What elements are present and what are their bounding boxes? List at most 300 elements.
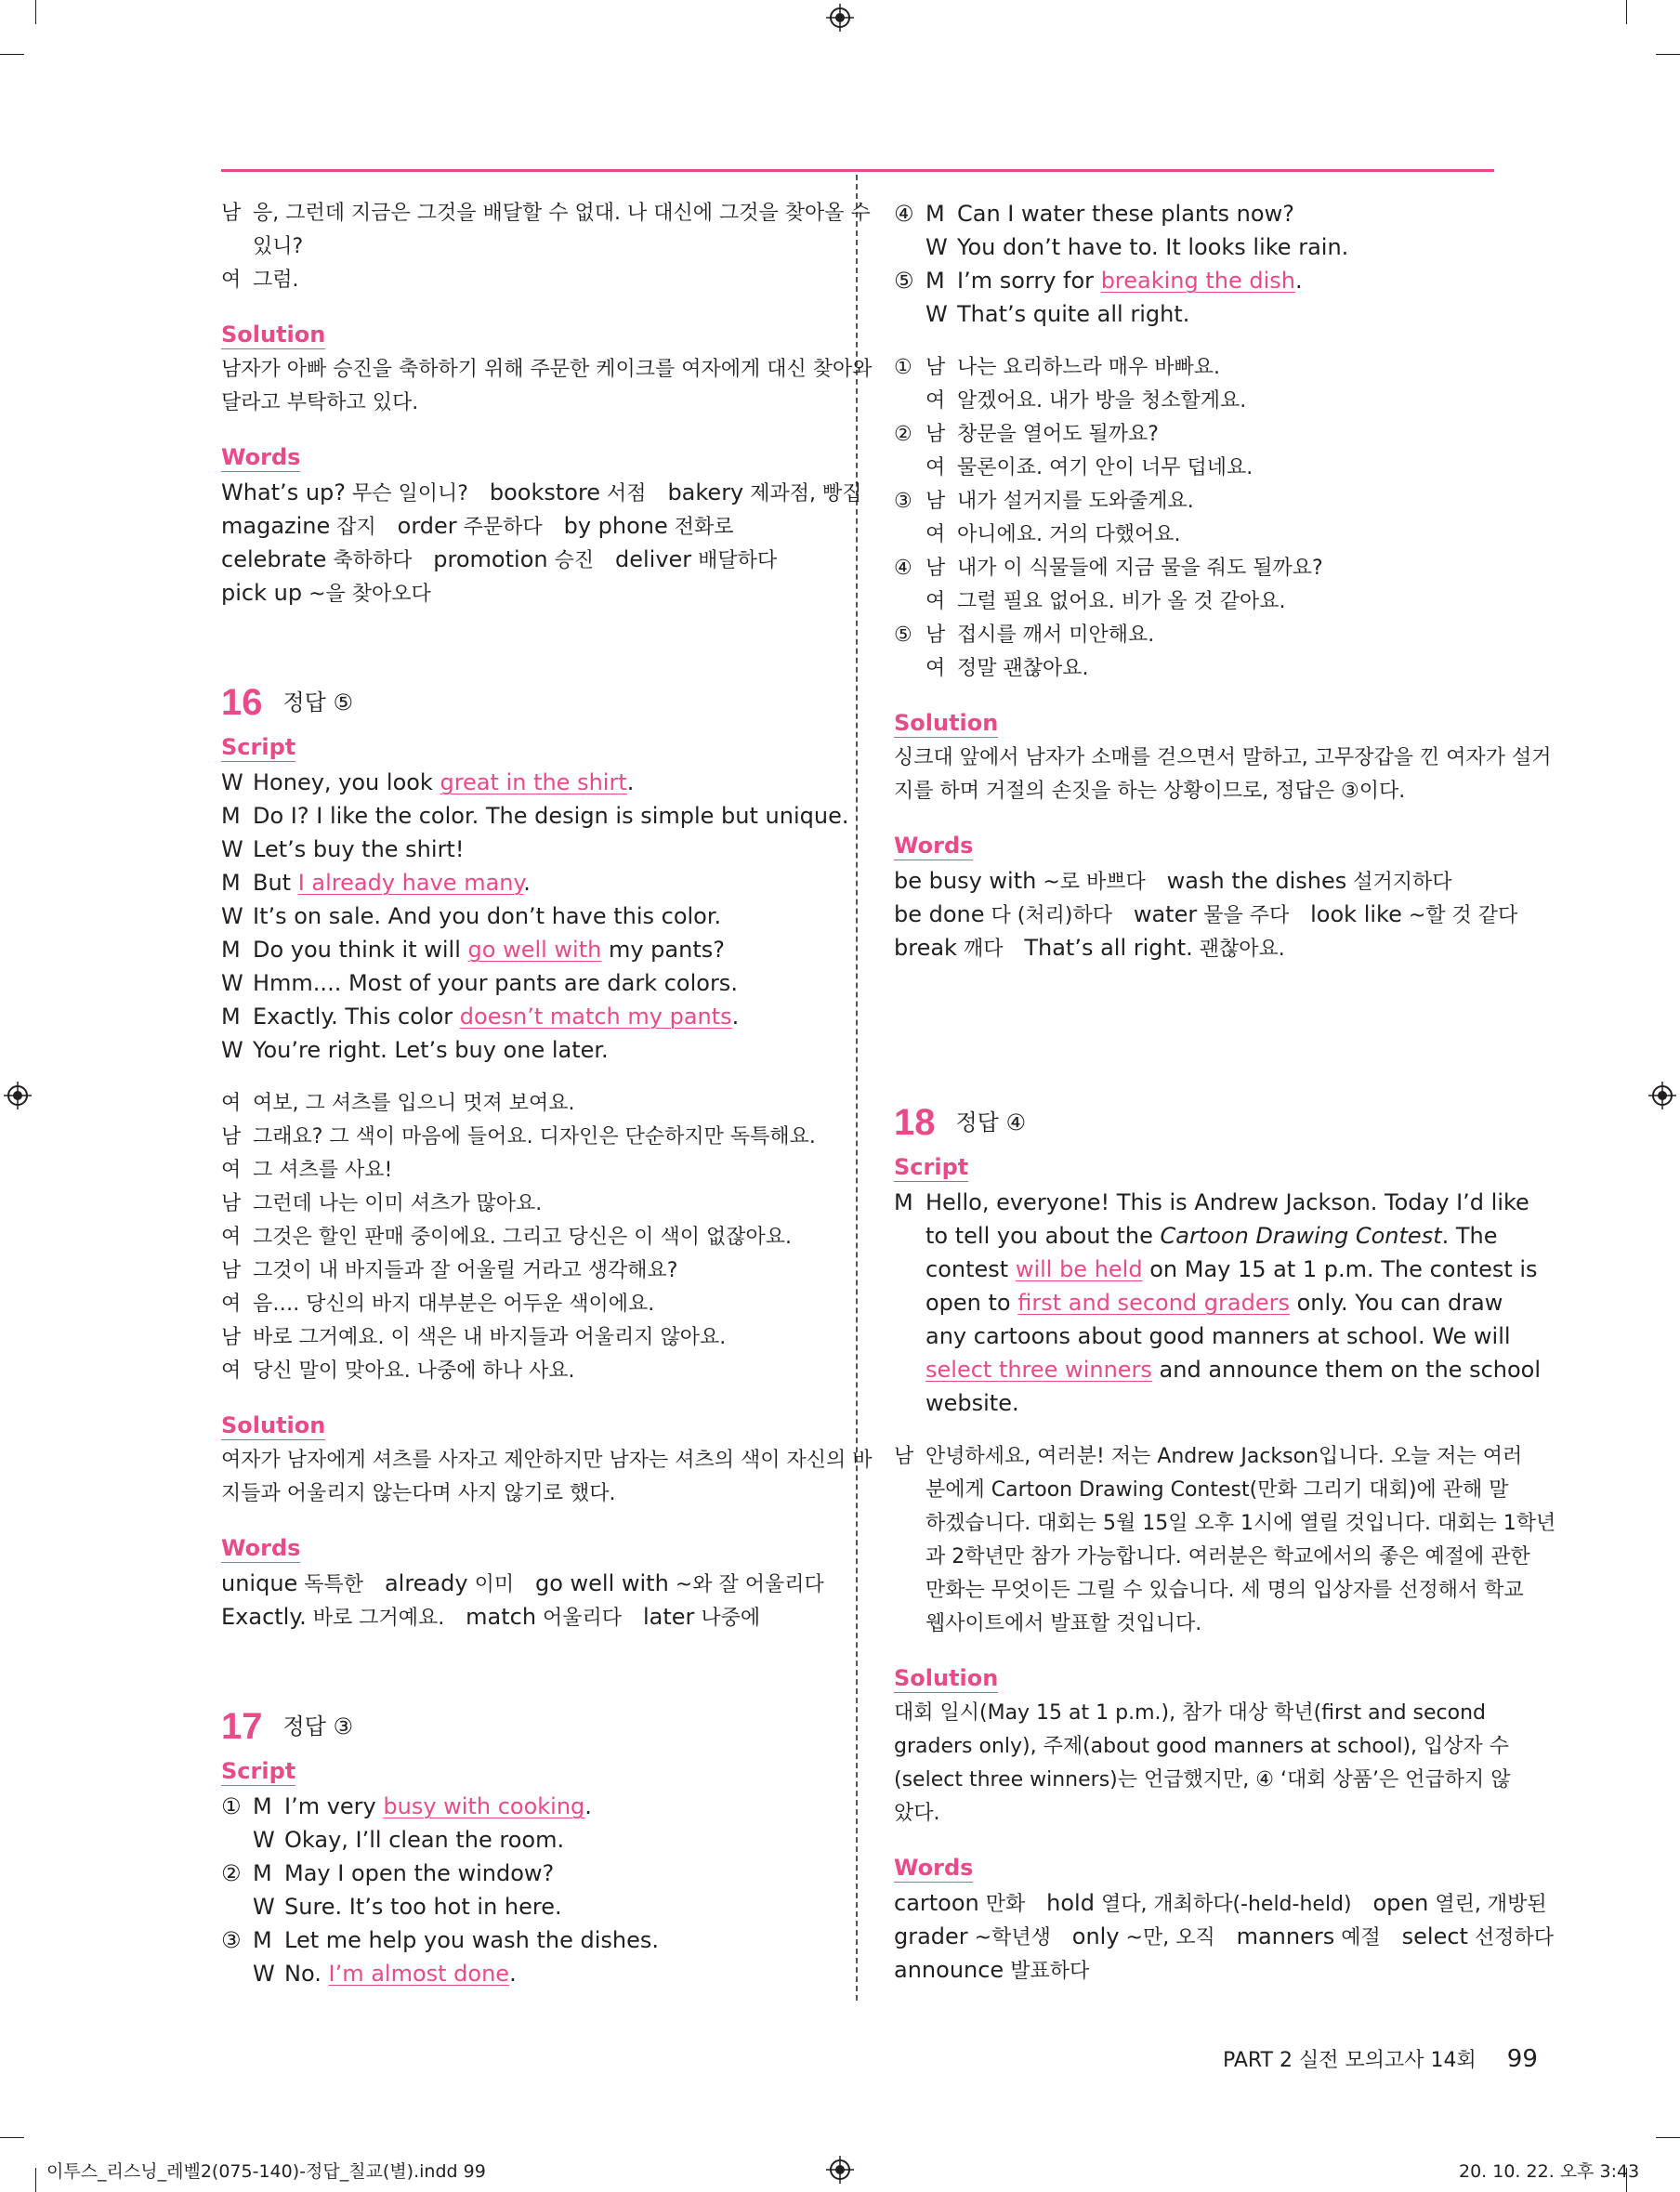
words-label-wrap	[221, 1531, 820, 1567]
line-text: Okay, I’ll clean the room.	[284, 1827, 565, 1853]
script-line	[221, 833, 820, 866]
line-text: 물론이죠. 여기 안이 너무 덥네요.	[957, 456, 1253, 479]
speaker-label: M	[925, 201, 945, 227]
line-text: 과 2학년만 참가 가능합니다. 여러분은 학교에서의 좋은 예절에 관한	[925, 1545, 1530, 1569]
word-ko: 나중에	[694, 1607, 761, 1630]
word-ko: 바로 그거예요.	[306, 1607, 445, 1630]
question-18-header	[894, 1095, 1494, 1150]
speaker-label: W	[253, 1961, 275, 1987]
print-file-info: 이투스_리스닝_레벨2(075-140)-정답_칠교(별).indd 99	[46, 2161, 486, 2182]
word-en: look like	[1310, 901, 1402, 927]
crop-mark	[35, 2168, 36, 2192]
word-sep	[1112, 901, 1134, 927]
line-text: You’re right. Let’s buy one later.	[253, 1037, 609, 1063]
line-text: I’m sorry for	[957, 268, 1101, 294]
script-line	[894, 1253, 1538, 1286]
line-text: .	[626, 769, 635, 795]
solution-label-wrap	[221, 318, 820, 353]
speaker-label: 여	[221, 1092, 242, 1115]
spacer	[221, 610, 820, 675]
choice-number: ④	[894, 201, 914, 227]
line-text: Let’s buy the shirt!	[253, 836, 465, 862]
spacer	[894, 1641, 1494, 1661]
line-text: .	[731, 1004, 740, 1030]
line-text: 만화는 무엇이든 그릴 수 있습니다. 세 명의 입상자를 선정해서 학교	[925, 1579, 1524, 1602]
spacer	[894, 1420, 1494, 1440]
word-en: grader	[894, 1923, 968, 1949]
highlight-phrase: I’m almost done	[328, 1961, 510, 1987]
choice-number: ③	[894, 490, 912, 513]
word-en: manners	[1236, 1923, 1335, 1949]
print-date-info: 20. 10. 22. 오후 3:43	[1459, 2161, 1640, 2182]
line-text: May I open the window?	[284, 1860, 555, 1886]
speaker-label: 남	[221, 1192, 242, 1215]
line-text: 그럴 필요 없어요. 비가 올 것 같아요.	[957, 590, 1286, 613]
speaker-label: 남	[221, 1125, 242, 1149]
choice-number: ②	[894, 423, 912, 446]
solution-label-wrap	[894, 706, 1494, 742]
speaker-label: W	[221, 970, 243, 996]
line-text: .	[584, 1793, 592, 1819]
spacer	[221, 297, 820, 318]
script-line	[221, 1033, 820, 1067]
word-en: promotion	[433, 546, 548, 572]
word-en: announce	[894, 1957, 1004, 1983]
speaker-label: M	[253, 1927, 272, 1953]
translation-line	[894, 1440, 1523, 1474]
word-sep	[1381, 1923, 1402, 1949]
words-label-wrap	[894, 1851, 1494, 1886]
translation-line	[894, 1574, 1524, 1608]
translation-line	[894, 652, 1494, 686]
words-line	[894, 931, 1494, 965]
word-sep	[1352, 1890, 1373, 1916]
answer-label: 정답 ③	[282, 1713, 354, 1739]
script-line	[894, 264, 1494, 297]
speaker-label: 여	[221, 1293, 242, 1316]
solution-text: 싱크대 앞에서 남자가 소매를 걷으면서 말하고, 고무장갑을 낀 여자가 설거	[894, 746, 1552, 769]
choice-number: ⑤	[894, 268, 914, 294]
word-en: order	[397, 513, 457, 539]
word-ko: 깨다	[956, 938, 1004, 961]
solution-label: Solution	[221, 1412, 326, 1438]
word-sep	[1003, 935, 1024, 961]
right-column	[894, 197, 1556, 1987]
words-line	[221, 543, 820, 576]
word-ko: 선정하다	[1467, 1926, 1554, 1949]
solution-text: 남자가 아빠 승진을 축하하기 위해 주문한 케이크를 여자에게 대신 찾아와	[221, 358, 873, 381]
line-text: Sure. It’s too hot in here.	[284, 1894, 562, 1920]
script-label-wrap	[894, 1150, 1494, 1186]
word-en: bookstore	[489, 479, 601, 505]
translation-line	[894, 385, 1494, 418]
translation-line	[894, 418, 1494, 452]
speaker-label: W	[221, 836, 243, 862]
crop-mark	[1656, 2137, 1680, 2138]
speaker-label: W	[253, 1827, 275, 1853]
highlight-phrase: I already have many	[297, 870, 524, 896]
highlight-phrase: will be held	[1015, 1256, 1143, 1282]
word-ko: 열린, 개방된	[1428, 1893, 1547, 1916]
column-divider	[856, 175, 858, 2001]
speaker-label: W	[221, 1037, 243, 1063]
speaker-label: 여	[925, 523, 946, 546]
line-text: any cartoons about good manners at school. We will	[925, 1323, 1511, 1349]
line-text: You don’t have to. It looks like rain.	[957, 234, 1349, 260]
word-ko: ~할 것 같다	[1401, 904, 1518, 927]
solution-text: graders only), 주제(about good manners at school), 입상자 수	[894, 1735, 1510, 1758]
words-line	[221, 576, 820, 610]
line-text: only. You can draw	[1289, 1290, 1503, 1316]
spacer	[221, 1067, 820, 1087]
script-line	[221, 1823, 820, 1857]
speaker-label: 여	[925, 389, 946, 413]
line-text: 접시를 깨서 미안해요.	[957, 623, 1155, 647]
line-text: 응, 그런데 지금은 그것을 배달할 수 없대. 나 대신에 그것을 찾아올 수	[253, 202, 871, 225]
word-en: break	[894, 935, 957, 961]
speaker-label: 여	[221, 1159, 242, 1182]
footer-title: 실전 모의고사 14회	[1299, 2049, 1477, 2072]
script-label: Script	[221, 734, 296, 760]
words-label: Words	[221, 1535, 301, 1561]
highlight-phrase: breaking the dish	[1100, 268, 1296, 294]
translation-line	[894, 485, 1494, 518]
solution-label: Solution	[894, 1665, 999, 1691]
line-text: 당신 말이 맞아요. 나중에 하나 사요.	[253, 1359, 575, 1383]
script-line	[894, 230, 1494, 264]
line-text: my pants?	[601, 937, 725, 963]
highlight-phrase: first and second graders	[1017, 1290, 1290, 1316]
word-en: select	[1401, 1923, 1468, 1949]
script-line	[221, 899, 820, 933]
translation-line	[894, 452, 1494, 485]
line-text: 정말 괜찮아요.	[957, 657, 1089, 680]
word-ko: 만화	[978, 1893, 1026, 1916]
question-16-header	[221, 675, 820, 730]
registration-mark-icon	[826, 4, 854, 32]
translation-line	[894, 518, 1494, 552]
line-text: I’m very	[284, 1793, 384, 1819]
line-text: 그것이 내 바지들과 잘 어울릴 거라고 생각해요?	[253, 1259, 678, 1282]
translation-line	[221, 1321, 820, 1355]
speaker-label: M	[221, 937, 241, 963]
highlight-phrase: great in the shirt	[440, 769, 627, 795]
translation-line	[221, 1087, 820, 1121]
line-text: .	[1295, 268, 1303, 294]
script-line	[894, 197, 1494, 230]
words-line	[894, 1920, 1554, 1953]
script-line	[221, 799, 849, 833]
words-line	[221, 1567, 824, 1600]
translation-line	[894, 1541, 1530, 1574]
speaker-label: W	[925, 301, 948, 327]
solution-text: 지를 하며 거절의 손짓을 하는 상황이므로, 정답은 ③이다.	[894, 780, 1406, 803]
line-text: .	[509, 1961, 517, 1987]
answer-label: 정답 ⑤	[282, 689, 354, 715]
speaker-label: 남	[894, 1445, 914, 1468]
script-line	[221, 1790, 820, 1823]
line-text: 나는 요리하느라 매우 바빠요.	[957, 356, 1220, 379]
page-footer	[1223, 2044, 1538, 2073]
speaker-label: M	[925, 268, 945, 294]
word-sep	[1025, 1890, 1046, 1916]
line-text: 웹사이트에서 발표할 것입니다.	[925, 1612, 1202, 1635]
solution-label: Solution	[894, 710, 999, 736]
line-text: 있니?	[253, 235, 304, 258]
word-en: What’s up?	[221, 479, 347, 505]
translation-line	[221, 264, 820, 297]
choice-number: ④	[894, 557, 912, 580]
script-line	[894, 1186, 1529, 1219]
translation-line	[221, 230, 820, 264]
word-ko: 전화로	[667, 516, 734, 539]
speaker-label: M	[221, 803, 241, 829]
script-line	[221, 1923, 820, 1957]
translation-line	[894, 1507, 1556, 1541]
script-line	[894, 297, 1494, 331]
translation-line	[221, 1288, 820, 1321]
script-line	[221, 966, 820, 1000]
line-text: contest	[925, 1256, 1016, 1282]
word-ko: 다 (처리)하다	[984, 904, 1112, 927]
line-text: 아니에요. 거의 다했어요.	[957, 523, 1181, 546]
word-en: cartoon	[894, 1890, 979, 1916]
word-sep	[1146, 868, 1167, 894]
word-ko: ~학년생	[967, 1926, 1051, 1949]
registration-mark-icon	[4, 1082, 32, 1109]
spacer	[894, 331, 1494, 351]
question-17-header	[221, 1699, 820, 1754]
line-text: .	[523, 870, 531, 896]
word-en: pick up	[221, 580, 303, 606]
line-text: 알겠어요. 내가 방을 청소할게요.	[957, 389, 1247, 413]
line-text: 음…. 당신의 바지 대부분은 어두운 색이에요.	[253, 1293, 655, 1316]
word-ko: 제과점, 빵집	[743, 482, 862, 505]
word-en: be done	[894, 901, 985, 927]
translation-line	[894, 552, 1494, 585]
script-label-wrap	[221, 730, 820, 766]
answer-label: 정답 ④	[955, 1109, 1027, 1135]
solution-text: 대회 일시(May 15 at 1 p.m.), 참가 대상 학년(first and second	[894, 1701, 1486, 1725]
word-sep	[1215, 1923, 1237, 1949]
line-text: on May 15 at 1 p.m. The contest is	[1142, 1256, 1538, 1282]
translation-line	[221, 1188, 820, 1221]
word-ko: 어울리다	[536, 1607, 623, 1630]
line-text: 하겠습니다. 대회는 5월 15일 오후 1시에 열릴 것입니다. 대회는 1학년	[925, 1512, 1556, 1535]
line-text: 그것은 할인 판매 중이에요. 그리고 당신은 이 색이 없잖아요.	[253, 1226, 792, 1249]
word-en: Exactly.	[221, 1604, 307, 1630]
word-ko: 물을 주다	[1197, 904, 1290, 927]
word-ko: ~을 찾아오다	[302, 583, 431, 606]
solution-text: 지들과 어울리지 않는다며 사지 않기로 했다.	[221, 1482, 616, 1505]
translation-line	[221, 1221, 820, 1254]
translation-line	[894, 585, 1494, 619]
solution-text: 여자가 남자에게 셔츠를 사자고 제안하지만 남자는 셔츠의 색이 자신의 바	[221, 1449, 873, 1472]
speaker-label: M	[221, 1004, 241, 1030]
choice-number: ①	[894, 356, 912, 379]
line-text: 창문을 열어도 될까요?	[957, 423, 1159, 446]
word-en: wash the dishes	[1166, 868, 1347, 894]
script-line	[221, 1890, 820, 1923]
line-text: No.	[284, 1961, 329, 1987]
word-ko: 축하하다	[326, 549, 413, 572]
word-ko: 설거지하다	[1346, 871, 1452, 894]
line-text: Do you think it will	[253, 937, 468, 963]
script-label: Script	[894, 1154, 969, 1180]
speaker-label: M	[253, 1860, 272, 1886]
word-sep	[647, 479, 668, 505]
line-text: Hello, everyone! This is Andrew Jackson. Today I’d like	[925, 1189, 1529, 1215]
word-sep	[363, 1570, 385, 1596]
crop-mark	[0, 54, 24, 55]
speaker-label: 남	[221, 1259, 242, 1282]
word-en: unique	[221, 1570, 298, 1596]
crop-mark	[35, 0, 36, 24]
script-line	[221, 766, 820, 799]
speaker-label: 여	[221, 1359, 242, 1383]
spacer	[221, 420, 820, 440]
word-en: water	[1133, 901, 1198, 927]
speaker-label: 여	[925, 456, 946, 479]
line-text: Do I? I like the color. The design is simple but unique.	[253, 803, 849, 829]
translation-line	[894, 1474, 1509, 1507]
words-line	[894, 1953, 1494, 1987]
solution-text: 달라고 부탁하고 있다.	[221, 391, 419, 414]
word-ko: ~와 잘 어울리다	[668, 1573, 824, 1596]
registration-mark-icon	[1648, 1082, 1676, 1109]
registration-mark-icon	[826, 2156, 854, 2184]
choice-number: ③	[221, 1927, 242, 1953]
spacer	[894, 808, 1494, 829]
translation-line	[894, 619, 1494, 652]
spacer	[221, 1388, 820, 1409]
solution-text: (select three winners)는 언급했지만, ④ ‘대회 상품’은 언급하지 않	[894, 1768, 1511, 1792]
line-text: open to	[925, 1290, 1018, 1316]
spacer	[894, 686, 1494, 706]
speaker-label: W	[221, 769, 243, 795]
line-text: 바로 그거예요. 이 색은 내 바지들과 어울리지 않아요.	[253, 1326, 727, 1349]
line-text: . The	[1441, 1223, 1498, 1249]
line-text: 분에게 Cartoon Drawing Contest(만화 그리기 대회)에 관해 말	[925, 1478, 1509, 1502]
word-sep	[376, 513, 398, 539]
line-text: 여보, 그 셔츠를 입으니 멋져 보여요.	[253, 1092, 575, 1115]
speaker-label: 남	[925, 490, 946, 513]
line-text: Let me help you wash the dishes.	[284, 1927, 659, 1953]
word-en: deliver	[614, 546, 692, 572]
speaker-label: 남	[925, 356, 946, 379]
script-label: Script	[221, 1758, 296, 1784]
words-line	[894, 864, 1494, 898]
script-line	[221, 866, 820, 899]
line-text: Hmm.... Most of your pants are dark colors.	[253, 970, 738, 996]
word-sep	[444, 1604, 466, 1630]
line-text: and announce them on the school	[1151, 1357, 1542, 1383]
word-en: celebrate	[221, 546, 327, 572]
line-text: 그런데 나는 이미 셔츠가 많아요.	[253, 1192, 543, 1215]
translation-line	[894, 351, 1494, 385]
line-text: 안녕하세요, 여러분! 저는 Andrew Jackson입니다. 오늘 저는 여러	[925, 1445, 1523, 1468]
speaker-label: 남	[221, 202, 242, 225]
choice-number: ②	[221, 1860, 242, 1886]
speaker-label: W	[925, 234, 948, 260]
line-text: 그 셔츠를 사요!	[253, 1159, 393, 1182]
speaker-label: 여	[221, 269, 242, 292]
word-sep	[468, 479, 490, 505]
word-ko: 배달하다	[691, 549, 778, 572]
translation-line	[894, 1608, 1494, 1641]
spacer	[221, 1511, 820, 1531]
spacer	[894, 1030, 1494, 1095]
line-text: Exactly. This color	[253, 1004, 460, 1030]
words-line	[221, 476, 862, 509]
word-ko: 독특한	[297, 1573, 364, 1596]
word-sep	[1289, 901, 1310, 927]
word-en: by phone	[563, 513, 668, 539]
translation-line	[221, 1154, 820, 1188]
words-line	[221, 1600, 820, 1634]
line-text: 내가 설거지를 도와줄게요.	[957, 490, 1194, 513]
words-line	[894, 898, 1518, 931]
translation-line	[221, 1121, 820, 1154]
spacer	[894, 1831, 1494, 1851]
word-ko: 승진	[547, 549, 595, 572]
line-text: 그래요? 그 색이 마음에 들어요. 디자인은 단순하지만 독특해요.	[253, 1125, 816, 1149]
speaker-label: M	[221, 870, 241, 896]
word-en: magazine	[221, 513, 331, 539]
word-sep	[594, 546, 615, 572]
word-sep	[1051, 1923, 1072, 1949]
word-ko: 주문하다	[456, 516, 543, 539]
line-text: Honey, you look	[253, 769, 440, 795]
word-ko: 예절	[1334, 1926, 1381, 1949]
word-en: already	[384, 1570, 468, 1596]
choice-number: ①	[221, 1793, 242, 1819]
speaker-label: 남	[925, 623, 946, 647]
spacer	[221, 1634, 820, 1699]
choice-number: ⑤	[894, 623, 912, 647]
word-ko: 서점	[600, 482, 647, 505]
line-text: Can I water these plants now?	[957, 201, 1294, 227]
script-line	[221, 1000, 820, 1033]
word-en: open	[1372, 1890, 1429, 1916]
speaker-label: 남	[925, 423, 946, 446]
script-line	[894, 1386, 1494, 1420]
word-sep	[622, 1604, 643, 1630]
highlight-phrase: select three winners	[925, 1357, 1152, 1383]
word-ko: 잡지	[330, 516, 376, 539]
question-number: 17	[221, 1706, 263, 1747]
line-text: 그럼.	[253, 269, 299, 292]
highlight-phrase: doesn’t match my pants	[459, 1004, 732, 1030]
speaker-label: 남	[221, 1326, 242, 1349]
solution-label-wrap	[221, 1409, 820, 1444]
speaker-label: W	[221, 903, 243, 929]
highlight-phrase: go well with	[467, 937, 602, 963]
word-ko: ~만, 오직	[1119, 1926, 1215, 1949]
script-line	[894, 1219, 1498, 1253]
word-sep	[514, 1570, 535, 1596]
word-ko: 열다, 개최하다(-held-held)	[1094, 1893, 1352, 1916]
line-text: to tell you about the	[925, 1223, 1161, 1249]
line-text: But	[253, 870, 298, 896]
line-text: Cartoon Drawing Contest	[1160, 1223, 1442, 1249]
crop-mark	[1656, 54, 1680, 55]
speaker-label: M	[253, 1793, 272, 1819]
words-label-wrap	[894, 829, 1494, 864]
script-line	[221, 1957, 820, 1990]
header-rule	[221, 169, 1494, 172]
words-label: Words	[894, 833, 974, 859]
